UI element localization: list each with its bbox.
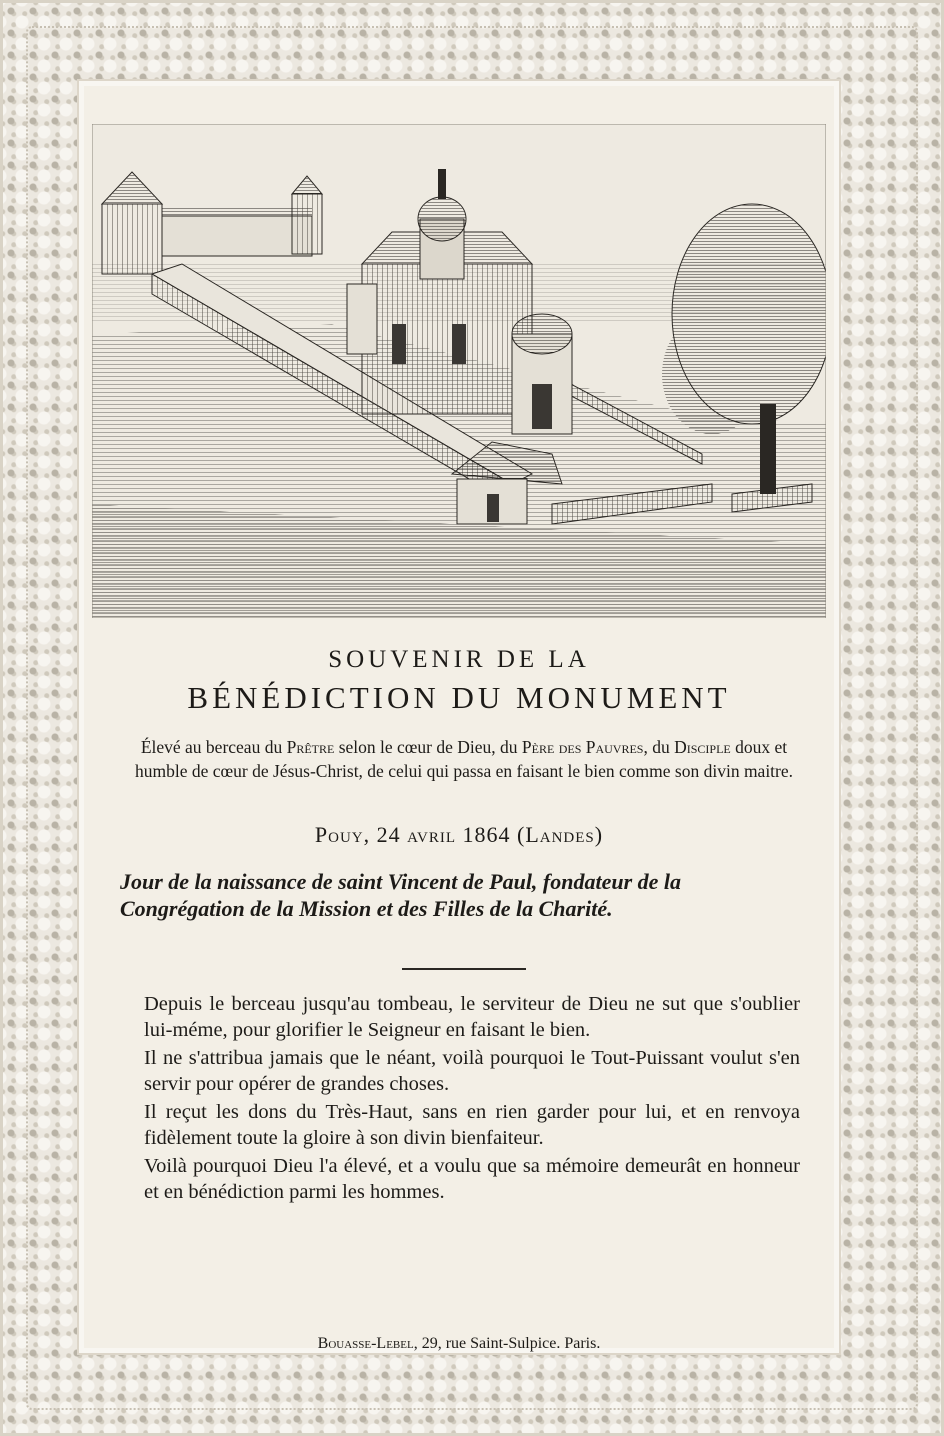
dedication-part3: , du: [643, 737, 675, 757]
body-paragraphs: [144, 991, 800, 1207]
dedication-disciple: Disciple: [674, 737, 731, 757]
publisher-line: [84, 1335, 834, 1353]
holy-card: [84, 86, 834, 1352]
dedication-part4: doux et humble de cœur de Jésus-Christ, de celui qui passa en faisant le bien comme son divin maitre.: [134, 737, 794, 781]
church-engraving: [92, 124, 826, 618]
dedication-pere: Père des Pauvres: [521, 737, 644, 757]
feast-text: Jour de la naissance de saint Vincent de Paul, fondateur de la Congrégation de la Mission et des Filles de la Charité.: [120, 869, 682, 921]
place-name: Pouy: [314, 822, 364, 847]
dedication-pretre: Prêtre: [286, 737, 335, 757]
date-text: , 24 avril 1864 (Landes): [363, 822, 604, 847]
paragraph: Depuis le berceau jusqu'au tombeau, le serviteur de Dieu ne sut que s'oublier lui-méme, pour glorifier le Seigneur en faisant le bien.: [144, 993, 800, 1041]
divider-rule: [402, 968, 526, 970]
title-souvenir: SOUVENIR DE LA: [328, 646, 590, 673]
publisher-name: Bouasse-Lebel: [317, 1335, 414, 1352]
paragraph: Voilà pourquoi Dieu l'a élevé, et a voulu que sa mémoire demeurât en honneur et en bénédiction parmi les hommes.: [144, 1155, 800, 1203]
paragraph: Il reçut les dons du Très-Haut, sans en rien garder pour lui, et en renvoya fidèlement toute la gloire à son divin bienfaiteur.: [144, 1101, 800, 1149]
place-date: [84, 822, 834, 848]
title-benediction: BÉNÉDICTION DU MONUMENT: [187, 680, 731, 715]
dedication-part2: selon le cœur de Dieu, du: [334, 737, 522, 757]
dedication-part1: Élevé au berceau du: [140, 737, 287, 757]
dedication-text: [114, 735, 814, 783]
publisher-address: , 29, rue Saint-Sulpice. Paris.: [413, 1335, 601, 1352]
paragraph: Il ne s'attribua jamais que le néant, voilà pourquoi le Tout-Puissant voulut s'en servir pour opérer de grandes choses.: [144, 1047, 800, 1095]
